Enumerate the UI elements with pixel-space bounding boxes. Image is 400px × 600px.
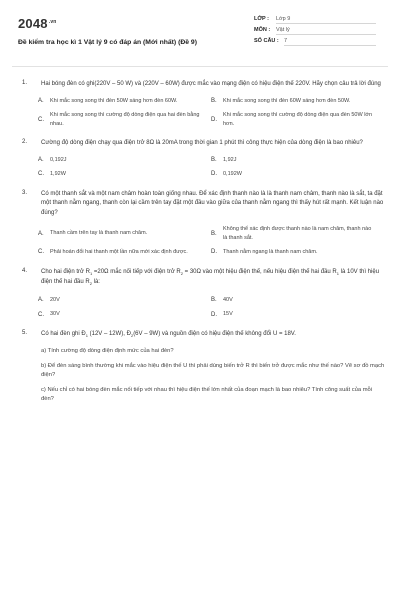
subscript: 2 [180, 270, 183, 276]
question-part-b: b) Để đèn sáng bình thường khi mắc vào hiệu điện thế U thì phải dùng biến trở R thì biến trở được mắc như thế nào? Vẽ sơ đồ mạch điện? [41, 362, 385, 378]
subscript: 1 [85, 333, 88, 339]
subscript: 1 [89, 270, 93, 276]
options [38, 156, 386, 179]
subscript: 2 [89, 281, 92, 287]
page-title: Đề kiểm tra học kì 1 Vật lý 9 có đáp án (Mới nhất) (Đề 9) [18, 39, 197, 46]
options [38, 97, 386, 129]
text-segment: là: [91, 279, 100, 286]
option-letter: C. [38, 249, 44, 256]
question-number: 5. [22, 329, 28, 336]
option-text: 1,92W [50, 171, 66, 177]
option-letter: B. [211, 156, 217, 163]
question-4 [14, 268, 386, 319]
question-2 [14, 139, 386, 179]
option-letter: A. [38, 230, 44, 237]
text-segment: (12V – 12W), Đ [87, 330, 131, 337]
count-value: 7 [284, 38, 376, 46]
question-number: 2. [22, 139, 28, 145]
question-1 [14, 80, 386, 128]
count-label: SỐ CÂU : [254, 38, 279, 44]
question-5 [14, 330, 386, 404]
meta-row-subject [254, 25, 384, 36]
option-letter: D. [211, 311, 217, 318]
text-segment: Cho hai điện trở R [41, 268, 90, 275]
option-letter: D. [211, 171, 217, 178]
question-part-c: c) Nếu chỉ có hai bóng đèn mắc nối tiếp với nhau thì hiệu điện thế lớn nhất của đoạn mạch là bao nhiêu? Tính công suất của mỗi đèn? [41, 386, 373, 402]
option-c[interactable] [38, 170, 211, 179]
questions-list [14, 80, 386, 415]
option-b[interactable] [211, 296, 384, 305]
option-c[interactable] [38, 310, 211, 319]
option-text: 20V [50, 296, 60, 303]
text-segment: (6V – 9W) và nguồn điện có hiệu điện thế không đổi U = 18V. [133, 330, 296, 337]
question-text: Có một thanh sắt và một nam châm hoàn toàn giống nhau. Để xác định thanh nào là là thanh nam châm, thanh nào là sắt, ta đặt một thanh nằm ngang, thanh còn lại cầm trên tay đặt một đầu vào giữa của thanh nằm ngang thì thấy hút rất mạnh. Kết luận nào đúng? [41, 190, 384, 216]
meta-row-count [254, 36, 384, 47]
option-a[interactable] [38, 225, 211, 242]
class-label: LỚP : [254, 16, 269, 22]
question-text [41, 330, 386, 341]
header [18, 14, 384, 56]
option-letter: C. [38, 311, 44, 318]
meta-info [254, 14, 384, 47]
question-number: 1. [22, 80, 28, 86]
option-text: Khi mắc song song thì cường độ dòng điện qua hai đèn bằng nhau. [50, 112, 200, 127]
option-text: 1,92J [223, 156, 237, 163]
question-3 [14, 190, 386, 257]
option-b[interactable] [211, 156, 384, 165]
site-logo[interactable] [18, 16, 57, 31]
option-text: 0,192W [223, 171, 242, 177]
option-text: Thanh cầm trên tay là thanh nam châm. [50, 230, 148, 237]
question-text [41, 268, 386, 289]
subject-label: MÔN : [254, 27, 271, 33]
option-text: Không thể xác định được thanh nào là nam châm, thanh nào là thanh sắt. [223, 226, 372, 241]
question-number: 3. [22, 189, 28, 196]
logo-text: 2048 [18, 16, 48, 31]
option-d[interactable] [211, 248, 384, 257]
option-letter: A. [38, 156, 44, 163]
class-value: Lớp 9 [276, 16, 376, 24]
question-text: Hai bóng đèn có ghi(220V – 50 W) và (220V – 60W) được mắc vào mạng điện có hiệu điện thế 220V. Hãy chọn câu trả lời đúng [41, 81, 381, 87]
option-d[interactable] [211, 170, 384, 179]
option-text: Phải hoán đổi hai thanh một lần nữa mới xác định được. [50, 249, 188, 255]
meta-row-class [254, 14, 384, 25]
question-text: Cường độ dòng điện chạy qua điện trở 8Ω là 20mA trong thời gian 1 phút thì công thực hiện của dòng điện là bao nhiêu? [41, 140, 363, 146]
option-text: Thanh nằm ngang là thanh nam châm. [223, 249, 318, 255]
option-a[interactable] [38, 296, 211, 305]
text-segment: Có hai đèn ghi Đ [41, 330, 86, 337]
option-letter: D. [211, 116, 217, 123]
text-segment: =20Ω mắc nối tiếp với điện trở R [92, 268, 181, 275]
option-text: Khi mắc song song thì cường độ dòng điện qua đèn 50W lớn hơn. [223, 112, 373, 127]
option-text: Khi mắc song song thì đèn 60W sáng hơn đèn 50W. [223, 97, 351, 104]
logo-suffix: .vn [48, 18, 57, 25]
option-d[interactable] [211, 111, 384, 128]
option-b[interactable] [211, 97, 384, 106]
option-letter: B. [211, 230, 217, 237]
option-d[interactable] [211, 310, 384, 319]
option-b[interactable] [211, 225, 384, 242]
question-number: 4. [22, 267, 28, 274]
subject-value: Vật lý [276, 27, 376, 35]
header-divider [12, 66, 388, 67]
subscript: 2 [130, 333, 134, 339]
option-letter: B. [211, 97, 217, 104]
option-letter: A. [38, 97, 44, 104]
option-letter: A. [38, 297, 44, 304]
option-letter: B. [211, 297, 217, 304]
option-a[interactable] [38, 156, 211, 165]
options [38, 296, 386, 319]
subscript: 1 [336, 270, 339, 276]
option-text: 0,192J [50, 156, 67, 163]
option-c[interactable] [38, 111, 211, 128]
question-part-a: a) Tính cường độ dòng điện định mức của hai đèn? [41, 347, 174, 354]
text-segment: là 10V thì hiệu điện thế hai đầu R [41, 268, 380, 286]
option-letter: C. [38, 171, 44, 178]
option-text: 15V [223, 311, 233, 318]
text-segment: = 30Ω vào một hiệu điện thế, nếu hiệu điện thế hai đầu R [183, 268, 337, 275]
option-text: 30V [50, 311, 60, 318]
option-letter: C. [38, 116, 44, 123]
option-letter: D. [211, 249, 217, 256]
option-text: 40V [223, 296, 233, 303]
option-c[interactable] [38, 248, 211, 257]
option-a[interactable] [38, 97, 211, 106]
option-text: Khi mắc song song thì đèn 50W sáng hơn đèn 60W. [50, 97, 178, 104]
options [38, 225, 386, 257]
